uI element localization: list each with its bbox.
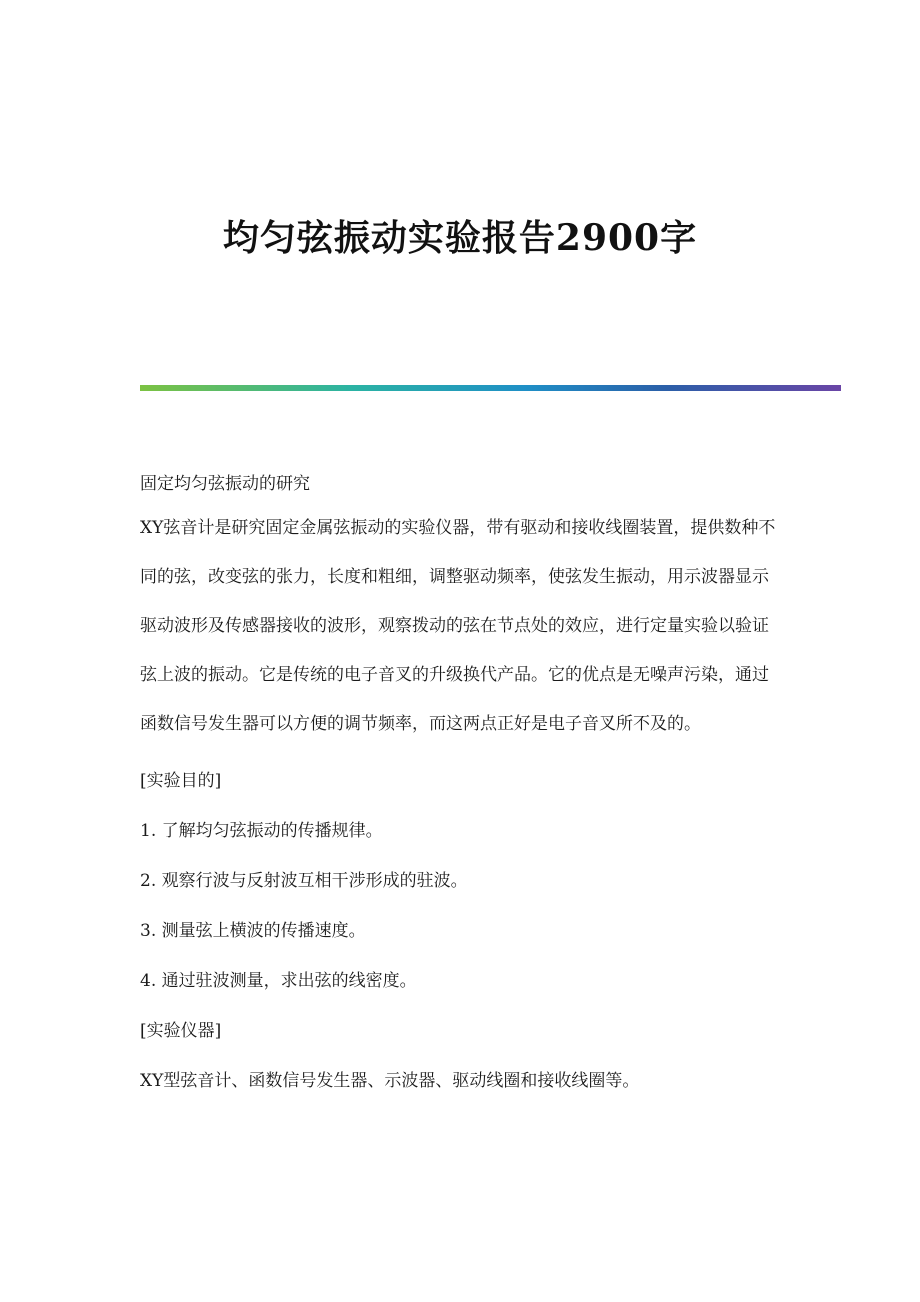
page-title: 均匀弦振动实验报告2900字 bbox=[222, 217, 698, 259]
section-subtitle: 固定均匀弦振动的研究 bbox=[140, 474, 310, 494]
purpose-item-2: 2. 观察行波与反射波互相干涉形成的驻波。 bbox=[140, 871, 468, 891]
instrument-text: XY型弦音计、函数信号发生器、示波器、驱动线圈和接收线圈等。 bbox=[140, 1071, 640, 1091]
gradient-divider bbox=[140, 385, 841, 391]
purpose-item-4: 4. 通过驻波测量，求出弦的线密度。 bbox=[140, 971, 417, 991]
purpose-heading: [实验目的] bbox=[140, 771, 222, 791]
instrument-heading: [实验仪器] bbox=[140, 1021, 222, 1041]
purpose-item-1: 1. 了解均匀弦振动的传播规律。 bbox=[140, 821, 383, 841]
intro-paragraph: XY弦音计是研究固定金属弦振动的实验仪器，带有驱动和接收线圈装置，提供数种不同的弦，改变弦的张力，长度和粗细，调整驱动频率，使弦发生振动，用示波器显示驱动波形及传感器接收的波形，观察拨动的弦在节点处的效应，进行定量实验以验证弦上波的振动。它是传统的电子音叉的升级换代产品。它的优点是无噪声污染，通过函数信号发生器可以方便的调节频率，而这两点正好是电子音叉所不及的。 bbox=[140, 518, 776, 734]
document-body bbox=[140, 466, 780, 1099]
purpose-item-3: 3. 测量弦上横波的传播速度。 bbox=[140, 921, 366, 941]
